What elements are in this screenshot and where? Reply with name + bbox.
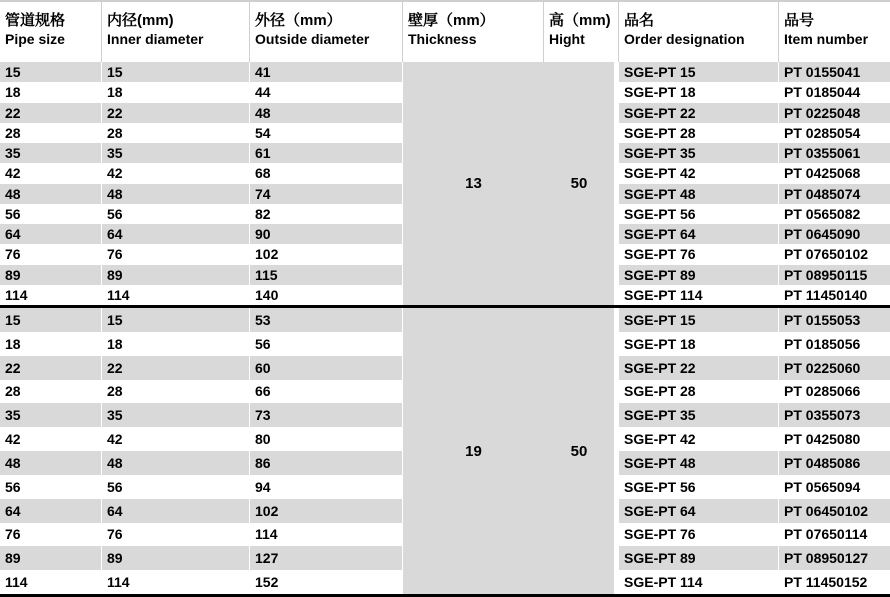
item-number-cell: PT 07650114 <box>779 523 890 547</box>
pipe-size-cell: 15 <box>0 62 102 82</box>
outer-diameter-cell: 152 <box>250 570 403 594</box>
item-number-cell: PT 0185044 <box>779 82 890 102</box>
pipe-size-cell: 48 <box>0 451 102 475</box>
order-designation-cell: SGE-PT 56 <box>619 475 779 499</box>
outer-diameter-cell: 60 <box>250 356 403 380</box>
header-pipe-size <box>0 2 102 62</box>
header-order-designation-en: Order designation <box>624 31 745 47</box>
item-number-cell: PT 0565094 <box>779 475 890 499</box>
order-designation-cell: SGE-PT 35 <box>619 143 779 163</box>
pipe-size-cell: 114 <box>0 570 102 594</box>
item-number-cell: PT 0355061 <box>779 143 890 163</box>
pipe-size-cell: 22 <box>0 356 102 380</box>
header-outside-diameter-zh: 外径（mm） <box>255 12 342 29</box>
inner-diameter-cell: 89 <box>102 546 250 570</box>
pipe-size-cell: 28 <box>0 380 102 404</box>
order-designation-cell: SGE-PT 114 <box>619 570 779 594</box>
header-item-number-zh: 品号 <box>784 12 815 29</box>
pipe-size-cell: 89 <box>0 546 102 570</box>
outer-diameter-cell: 90 <box>250 224 403 244</box>
item-number-cell: PT 0225048 <box>779 103 890 123</box>
inner-diameter-cell: 18 <box>102 82 250 102</box>
header-height-en: Hight <box>549 31 585 47</box>
outer-diameter-cell: 82 <box>250 204 403 224</box>
pipe-size-cell: 56 <box>0 475 102 499</box>
inner-diameter-cell: 28 <box>102 123 250 143</box>
pipe-size-cell: 35 <box>0 143 102 163</box>
item-number-cell: PT 0285066 <box>779 380 890 404</box>
thickness-merged-cell: 19 <box>403 308 544 594</box>
pipe-size-cell: 56 <box>0 204 102 224</box>
outer-diameter-cell: 56 <box>250 332 403 356</box>
thickness-merged-cell: 13 <box>403 62 544 305</box>
order-designation-cell: SGE-PT 114 <box>619 285 779 305</box>
header-inner-diameter-en: Inner diameter <box>107 31 204 47</box>
outer-diameter-cell: 61 <box>250 143 403 163</box>
order-designation-cell: SGE-PT 64 <box>619 499 779 523</box>
pipe-size-cell: 42 <box>0 163 102 183</box>
header-item-number-en: Item number <box>784 31 869 47</box>
pipe-size-cell: 114 <box>0 285 102 305</box>
order-designation-cell: SGE-PT 48 <box>619 184 779 204</box>
pipe-size-cell: 76 <box>0 244 102 264</box>
pipe-size-cell: 89 <box>0 265 102 285</box>
outer-diameter-cell: 48 <box>250 103 403 123</box>
item-number-cell: PT 0485086 <box>779 451 890 475</box>
pipe-size-cell: 22 <box>0 103 102 123</box>
outer-diameter-cell: 86 <box>250 451 403 475</box>
outer-diameter-cell: 94 <box>250 475 403 499</box>
order-designation-cell: SGE-PT 28 <box>619 380 779 404</box>
header-height <box>544 2 619 62</box>
outer-diameter-cell: 66 <box>250 380 403 404</box>
inner-diameter-cell: 64 <box>102 224 250 244</box>
order-designation-cell: SGE-PT 56 <box>619 204 779 224</box>
order-designation-cell: SGE-PT 28 <box>619 123 779 143</box>
outer-diameter-cell: 102 <box>250 499 403 523</box>
table-section-thickness-13 <box>0 62 890 305</box>
outer-diameter-cell: 114 <box>250 523 403 547</box>
order-designation-cell: SGE-PT 22 <box>619 356 779 380</box>
inner-diameter-cell: 22 <box>102 103 250 123</box>
item-number-cell: PT 0285054 <box>779 123 890 143</box>
height-merged-cell: 50 <box>544 62 619 305</box>
item-number-cell: PT 0355073 <box>779 403 890 427</box>
outer-diameter-cell: 140 <box>250 285 403 305</box>
header-order-designation-zh: 品名 <box>624 12 655 29</box>
pipe-size-cell: 18 <box>0 82 102 102</box>
outer-diameter-cell: 80 <box>250 427 403 451</box>
outer-diameter-cell: 74 <box>250 184 403 204</box>
item-number-cell: PT 06450102 <box>779 499 890 523</box>
inner-diameter-cell: 28 <box>102 380 250 404</box>
item-number-cell: PT 11450152 <box>779 570 890 594</box>
header-pipe-size-zh: 管道规格 <box>5 12 66 29</box>
inner-diameter-cell: 114 <box>102 285 250 305</box>
item-number-cell: PT 0425068 <box>779 163 890 183</box>
item-number-cell: PT 0645090 <box>779 224 890 244</box>
order-designation-cell: SGE-PT 15 <box>619 62 779 82</box>
inner-diameter-cell: 114 <box>102 570 250 594</box>
order-designation-cell: SGE-PT 15 <box>619 308 779 332</box>
item-number-cell: PT 08950115 <box>779 265 890 285</box>
outer-diameter-cell: 41 <box>250 62 403 82</box>
outer-diameter-cell: 44 <box>250 82 403 102</box>
header-height-zh: 高（mm) <box>549 12 611 29</box>
order-designation-cell: SGE-PT 76 <box>619 523 779 547</box>
item-number-cell: PT 0185056 <box>779 332 890 356</box>
order-designation-cell: SGE-PT 76 <box>619 244 779 264</box>
item-number-cell: PT 08950127 <box>779 546 890 570</box>
outer-diameter-cell: 54 <box>250 123 403 143</box>
outer-diameter-cell: 115 <box>250 265 403 285</box>
outer-diameter-cell: 73 <box>250 403 403 427</box>
order-designation-cell: SGE-PT 48 <box>619 451 779 475</box>
pipe-size-cell: 18 <box>0 332 102 356</box>
height-merged-cell: 50 <box>544 308 619 594</box>
inner-diameter-cell: 89 <box>102 265 250 285</box>
inner-diameter-cell: 42 <box>102 163 250 183</box>
inner-diameter-cell: 76 <box>102 523 250 547</box>
header-pipe-size-en: Pipe size <box>5 31 65 47</box>
item-number-cell: PT 0155041 <box>779 62 890 82</box>
header-order-designation <box>619 2 779 62</box>
order-designation-cell: SGE-PT 42 <box>619 427 779 451</box>
inner-diameter-cell: 56 <box>102 204 250 224</box>
inner-diameter-cell: 48 <box>102 184 250 204</box>
inner-diameter-cell: 35 <box>102 143 250 163</box>
header-thickness <box>403 2 544 62</box>
order-designation-cell: SGE-PT 18 <box>619 332 779 356</box>
header-inner-diameter <box>102 2 250 62</box>
table-section-thickness-19 <box>0 308 890 594</box>
outer-diameter-cell: 102 <box>250 244 403 264</box>
header-inner-diameter-zh: 内径(mm) <box>107 12 174 29</box>
header-outside-diameter-en: Outside diameter <box>255 31 370 47</box>
inner-diameter-cell: 76 <box>102 244 250 264</box>
outer-diameter-cell: 68 <box>250 163 403 183</box>
inner-diameter-cell: 42 <box>102 427 250 451</box>
order-designation-cell: SGE-PT 42 <box>619 163 779 183</box>
inner-diameter-cell: 35 <box>102 403 250 427</box>
order-designation-cell: SGE-PT 89 <box>619 265 779 285</box>
header-item-number <box>779 2 890 62</box>
pipe-size-cell: 48 <box>0 184 102 204</box>
pipe-size-cell: 28 <box>0 123 102 143</box>
order-designation-cell: SGE-PT 22 <box>619 103 779 123</box>
inner-diameter-cell: 15 <box>102 62 250 82</box>
item-number-cell: PT 0155053 <box>779 308 890 332</box>
order-designation-cell: SGE-PT 35 <box>619 403 779 427</box>
pipe-size-cell: 35 <box>0 403 102 427</box>
order-designation-cell: SGE-PT 18 <box>619 82 779 102</box>
pipe-size-cell: 76 <box>0 523 102 547</box>
pipe-size-cell: 15 <box>0 308 102 332</box>
inner-diameter-cell: 64 <box>102 499 250 523</box>
pipe-size-cell: 64 <box>0 499 102 523</box>
pipe-size-cell: 42 <box>0 427 102 451</box>
item-number-cell: PT 0565082 <box>779 204 890 224</box>
inner-diameter-cell: 18 <box>102 332 250 356</box>
order-designation-cell: SGE-PT 89 <box>619 546 779 570</box>
inner-diameter-cell: 48 <box>102 451 250 475</box>
item-number-cell: PT 07650102 <box>779 244 890 264</box>
pipe-size-cell: 64 <box>0 224 102 244</box>
item-number-cell: PT 0425080 <box>779 427 890 451</box>
inner-diameter-cell: 56 <box>102 475 250 499</box>
inner-diameter-cell: 22 <box>102 356 250 380</box>
header-thickness-en: Thickness <box>408 31 477 47</box>
inner-diameter-cell: 15 <box>102 308 250 332</box>
order-designation-cell: SGE-PT 64 <box>619 224 779 244</box>
table-header-row <box>0 0 890 62</box>
header-thickness-zh: 壁厚（mm） <box>408 12 495 29</box>
header-outside-diameter <box>250 2 403 62</box>
outer-diameter-cell: 53 <box>250 308 403 332</box>
outer-diameter-cell: 127 <box>250 546 403 570</box>
item-number-cell: PT 0225060 <box>779 356 890 380</box>
item-number-cell: PT 0485074 <box>779 184 890 204</box>
item-number-cell: PT 11450140 <box>779 285 890 305</box>
